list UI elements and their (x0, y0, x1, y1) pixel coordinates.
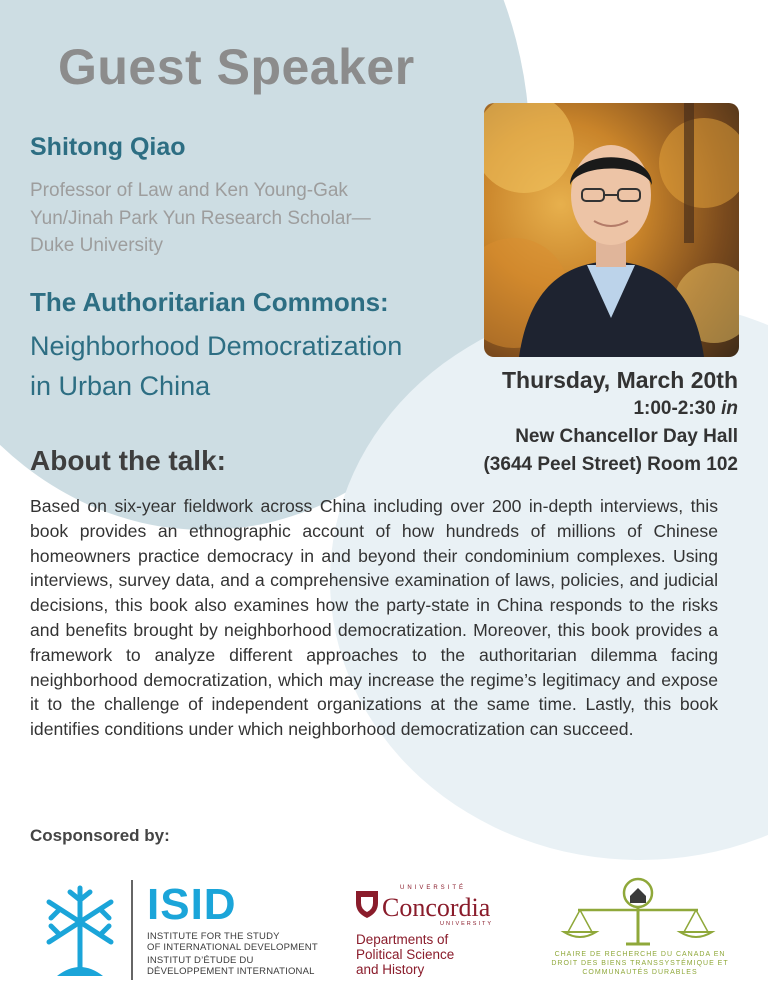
concordia-dept-line: and History (356, 962, 425, 977)
concordia-top-text: UNIVERSITÉ (400, 885, 467, 891)
concordia-wordmark: Concordia (382, 893, 491, 922)
research-chair-logo (540, 876, 740, 980)
talk-subtitle (30, 326, 402, 406)
isid-acronym: ISID (147, 880, 237, 929)
affiliation-line: Yun/Jinah Park Yun Research Scholar— (30, 207, 371, 229)
event-date: Thursday, March 20th (501, 367, 738, 393)
speaker-affiliation (30, 177, 440, 260)
event-details (483, 365, 738, 479)
concordia-dept-line: Departments of (356, 932, 449, 947)
isid-french-name (147, 955, 315, 977)
research-chair-name (540, 950, 740, 977)
research-chair-line: DROIT DES BIENS TRANSSYSTÉMIQUE ET (551, 960, 729, 967)
affiliation-line: Duke University (30, 235, 164, 256)
event-time-suffix: in (721, 398, 738, 419)
speaker-photo (484, 103, 739, 357)
isid-logo (37, 880, 337, 980)
event-time-line (483, 395, 738, 423)
affiliation-line: Professor of Law and Ken Young-Gak (30, 180, 348, 201)
logo-divider (131, 880, 133, 980)
event-room: (3644 Peel Street) Room 102 (483, 454, 738, 475)
concordia-dept-line: Political Science (356, 947, 455, 962)
talk-title: The Authoritarian Commons: (30, 287, 389, 317)
isid-english-line: OF INTERNATIONAL DEVELOPMENT (147, 942, 318, 953)
event-venue: New Chancellor Day Hall (515, 426, 738, 447)
page-title: Guest Speaker (58, 39, 415, 95)
event-time: 1:00-2:30 (633, 398, 716, 419)
concordia-bottom-text: UNIVERSITY (440, 921, 494, 927)
cosponsors-label: Cosponsored by: (30, 826, 170, 845)
scales-house-icon (540, 876, 740, 948)
isid-french-line: INSTITUT D’ÉTUDE DU (147, 955, 254, 966)
research-chair-line: CHAIRE DE RECHERCHE DU CANADA EN (554, 951, 726, 958)
talk-subtitle-line: Neighborhood Democratization (30, 331, 403, 361)
snowflake-tree-icon (37, 880, 123, 980)
about-body: Based on six-year fieldwork across China including over 200 in-depth interviews, this book provides an ethnographic account of how hundreds of millions of Chinese homeowners practice democracy in and beyond their condominium complexes. Using interviews, survey data, and a comprehensive examination of laws, policies, and judicial decisions, this book also examines how the party-state in China responds to the risks and benefits brought by neighborhood democratization. Moreover, this book provides a framework to analyze different approaches to the authoritarian dilemma facing neighborhood democratization, which may increase the regime’s legitimacy and expose it to the challenge of independent organizations at the same time. Lastly, this book identifies conditions under which neighborhood democratization can succeed. (30, 496, 718, 740)
concordia-logo (352, 885, 512, 981)
concordia-crest-icon (354, 889, 380, 919)
speaker-name: Shitong Qiao (30, 133, 186, 161)
isid-english-line: INSTITUTE FOR THE STUDY (147, 931, 280, 942)
concordia-departments (356, 932, 454, 977)
about-heading: About the talk: (30, 445, 226, 476)
talk-subtitle-line: in Urban China (30, 371, 211, 401)
isid-english-name (147, 931, 318, 953)
research-chair-line: COMMUNAUTÉS DURABLES (582, 969, 698, 976)
isid-french-line: DÉVELOPPEMENT INTERNATIONAL (147, 966, 315, 977)
